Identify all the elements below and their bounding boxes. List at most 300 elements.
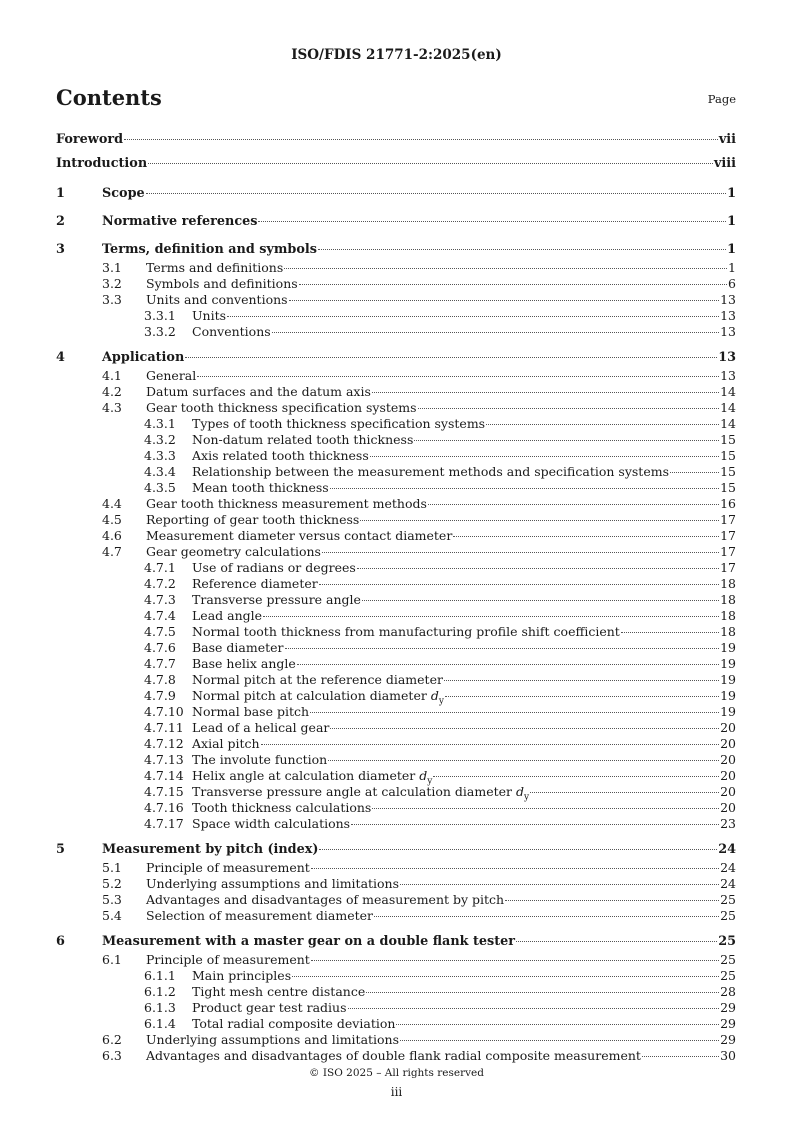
toc-entry-number: 5.3: [102, 892, 122, 907]
toc-entry-number: 1: [56, 186, 65, 201]
toc-entry-title: [192, 736, 260, 752]
toc-entry[interactable]: [56, 432, 736, 448]
toc-entry-title: [192, 984, 365, 1000]
toc-entry[interactable]: [56, 876, 736, 892]
toc-leader-dots: [311, 868, 719, 869]
toc-entry[interactable]: [56, 260, 736, 276]
toc-entry-title-text: Transverse pressure angle at calculation diameter: [192, 784, 516, 799]
toc-entry-title: [192, 308, 226, 324]
toc-entry-title: [102, 184, 145, 204]
toc-entry-page: 14: [720, 400, 736, 415]
toc-entry-title-text: Principle of measurement: [146, 952, 310, 967]
toc-leader-dots: [185, 357, 717, 358]
toc-entry-page: 20: [720, 784, 736, 799]
toc-entry-page: 18: [720, 592, 736, 607]
toc-entry[interactable]: [56, 952, 736, 968]
toc-entry-title: [146, 528, 452, 544]
toc-entry[interactable]: [56, 400, 736, 416]
toc-entry-number: 4.3.4: [144, 464, 176, 479]
toc-entry-page: 15: [720, 464, 736, 479]
toc-entry-number: 4.7.1: [144, 560, 176, 575]
table-of-contents: [56, 128, 736, 1064]
page-number: iii: [390, 1085, 403, 1099]
toc-entry-title: [192, 672, 443, 688]
toc-leader-dots: [263, 616, 719, 617]
toc-leader-dots: [444, 680, 719, 681]
toc-entry[interactable]: [56, 512, 736, 528]
toc-entry[interactable]: [56, 984, 736, 1000]
toc-entry-title: [192, 968, 291, 984]
toc-entry-title-text: Axial pitch: [192, 736, 260, 751]
toc-entry[interactable]: [56, 560, 736, 576]
toc-entry[interactable]: [56, 860, 736, 876]
toc-leader-dots: [146, 193, 726, 194]
toc-entry-number: 4.5: [102, 512, 122, 527]
toc-entry-title: [192, 480, 329, 496]
toc-entry-title: [192, 448, 369, 464]
toc-entry-page: 19: [720, 688, 736, 703]
toc-entry-page: 18: [720, 608, 736, 623]
toc-entry-title: [146, 496, 427, 512]
toc-leader-dots: [372, 392, 719, 393]
toc-entry-page: 25: [720, 908, 736, 923]
toc-entry-page: 1: [727, 214, 736, 229]
toc-entry-number: 4.3.3: [144, 448, 176, 463]
toc-entry[interactable]: [56, 576, 736, 592]
toc-entry-page: 29: [720, 1016, 736, 1031]
toc-entry-title-text: Tooth thickness calculations: [192, 800, 372, 815]
toc-entry-number: 6.2: [102, 1032, 122, 1047]
toc-entry-page: 1: [727, 186, 736, 201]
toc-leader-dots: [297, 664, 719, 665]
toc-entry[interactable]: [56, 624, 736, 640]
toc-entry-page: 13: [720, 308, 736, 323]
toc-leader-dots: [124, 139, 718, 140]
toc-entry-title: [56, 128, 123, 152]
copyright-footer: © ISO 2025 – All rights reserved: [309, 1067, 484, 1079]
toc-entry-title: [146, 260, 283, 276]
toc-leader-dots: [433, 776, 719, 777]
toc-entry[interactable]: [56, 368, 736, 384]
toc-entry-symbol: d: [515, 784, 524, 799]
toc-entry-title: [192, 1000, 347, 1016]
toc-entry[interactable]: [56, 720, 736, 736]
toc-entry-title-text: Helix angle at calculation diameter: [192, 768, 420, 783]
toc-entry-title-text: Advantages and disadvantages of measurement by pitch: [146, 892, 505, 907]
toc-entry-number: 6.1.4: [144, 1016, 176, 1031]
toc-leader-dots: [621, 632, 719, 633]
toc-entry[interactable]: [56, 212, 736, 232]
toc-entry-page: 13: [720, 292, 736, 307]
toc-leader-dots: [366, 992, 719, 993]
toc-entry-title-text: Measurement with a master gear on a double flank tester: [102, 934, 516, 949]
toc-entry-title-text: Symbols and definitions: [146, 276, 298, 291]
toc-entry-number: 4.7.16: [144, 800, 184, 815]
toc-entry-title-text: Product gear test radius: [192, 1000, 347, 1015]
toc-leader-dots: [396, 1024, 719, 1025]
toc-entry[interactable]: [56, 968, 736, 984]
toc-entry-number: 6.1.1: [144, 968, 176, 983]
toc-entry-number: 3.3: [102, 292, 122, 307]
toc-entry-title-text: Relationship between the measurement methods and specification systems: [192, 464, 669, 479]
toc-entry-title: [102, 840, 318, 860]
toc-entry-page: 20: [720, 752, 736, 767]
toc-entry-number: 4.3.2: [144, 432, 176, 447]
toc-leader-dots: [486, 424, 719, 425]
toc-entry[interactable]: [56, 784, 736, 803]
toc-entry-number: 4.7.10: [144, 704, 184, 719]
toc-entry-number: 4.3: [102, 400, 122, 415]
toc-entry-title-text: Measurement by pitch (index): [102, 842, 319, 857]
toc-entry-title-text: Units: [192, 308, 227, 323]
toc-entry-number: 4.1: [102, 368, 122, 383]
toc-entry-title: [146, 292, 288, 308]
toc-entry-title-text: Gear geometry calculations: [146, 544, 321, 559]
toc-entry[interactable]: [56, 892, 736, 908]
toc-leader-dots: [530, 792, 719, 793]
toc-entry[interactable]: [56, 480, 736, 496]
toc-entry-number: 5.4: [102, 908, 122, 923]
toc-entry-page: 25: [720, 892, 736, 907]
toc-entry[interactable]: [56, 1048, 736, 1064]
toc-entry[interactable]: [56, 184, 736, 204]
toc-entry-page: 20: [720, 720, 736, 735]
toc-entry-number: 4.7.7: [144, 656, 176, 671]
toc-entry-title: [192, 800, 371, 816]
toc-entry[interactable]: [56, 544, 736, 560]
toc-entry-page: 19: [720, 640, 736, 655]
toc-entry-number: 6.1.3: [144, 1000, 176, 1015]
toc-entry-title-text: Base diameter: [192, 640, 284, 655]
toc-leader-dots: [148, 163, 713, 164]
toc-leader-dots: [400, 884, 719, 885]
toc-leader-dots: [351, 824, 719, 825]
toc-leader-dots: [310, 712, 719, 713]
toc-entry-page: 15: [720, 480, 736, 495]
toc-entry-title-text: Foreword: [56, 132, 124, 147]
toc-entry-number: 4.3.1: [144, 416, 176, 431]
toc-entry-number: 4.7.3: [144, 592, 176, 607]
toc-entry-page: 19: [720, 672, 736, 687]
toc-entry-page: 20: [720, 768, 736, 783]
toc-entry-page: 20: [720, 736, 736, 751]
toc-entry-title: [192, 752, 327, 768]
toc-entry[interactable]: [56, 672, 736, 688]
toc-leader-dots: [284, 268, 727, 269]
toc-entry-title: [146, 1048, 641, 1064]
toc-entry-number: 6.1.2: [144, 984, 176, 999]
toc-entry-page: 29: [720, 1032, 736, 1047]
toc-leader-dots: [445, 696, 719, 697]
toc-entry-title-text: Introduction: [56, 156, 148, 171]
toc-entry-number: 5: [56, 842, 65, 857]
toc-entry[interactable]: [56, 308, 736, 324]
toc-entry-page: 18: [720, 624, 736, 639]
toc-entry-page: viii: [713, 156, 736, 171]
toc-leader-dots: [357, 568, 719, 569]
toc-entry-title-text: Tight mesh centre distance: [192, 984, 366, 999]
toc-entry-symbol-subscript: y: [438, 696, 444, 707]
toc-leader-dots: [319, 584, 719, 585]
toc-entry-title-text: Reporting of gear tooth thickness: [146, 512, 360, 527]
toc-entry-number: 4.7: [102, 544, 122, 559]
toc-entry-page: 25: [720, 968, 736, 983]
toc-entry-page: 19: [720, 656, 736, 671]
toc-entry-symbol-subscript: y: [427, 776, 433, 787]
toc-entry-page: 14: [720, 384, 736, 399]
toc-entry-page: 13: [720, 368, 736, 383]
toc-entry-number: 3: [56, 242, 65, 257]
toc-entry[interactable]: [56, 528, 736, 544]
toc-entry-title-text: Reference diameter: [192, 576, 318, 591]
toc-entry-title: [146, 384, 371, 400]
toc-entry-page: 18: [720, 576, 736, 591]
toc-entry-page: 24: [718, 842, 736, 857]
toc-entry-number: 4.7.9: [144, 688, 176, 703]
toc-entry-number: 3.2: [102, 276, 122, 291]
toc-entry-title: [146, 1032, 399, 1048]
toc-entry-page: 1: [728, 260, 736, 275]
toc-entry-title-text: Units and conventions: [146, 292, 288, 307]
toc-entry-page: 24: [720, 860, 736, 875]
toc-leader-dots: [318, 249, 726, 250]
toc-leader-dots: [400, 1040, 719, 1041]
toc-entry[interactable]: [56, 752, 736, 768]
toc-entry-title-text: Use of radians or degrees: [192, 560, 356, 575]
toc-entry-title: [192, 608, 262, 624]
toc-entry-title-text: Mean tooth thickness: [192, 480, 329, 495]
toc-entry-page: 17: [720, 544, 736, 559]
document-header: ISO/FDIS 21771-2:2025(en): [291, 47, 502, 63]
toc-entry[interactable]: [56, 1032, 736, 1048]
toc-entry-page: 17: [720, 560, 736, 575]
toc-entry-title-text: The involute function: [192, 752, 328, 767]
toc-entry-number: 4.7.14: [144, 768, 184, 783]
toc-entry-page: 25: [718, 934, 736, 949]
toc-entry[interactable]: [56, 240, 736, 260]
toc-entry-title: [192, 720, 329, 736]
toc-entry[interactable]: [56, 324, 736, 340]
toc-entry-title: [192, 816, 350, 832]
toc-entry-title: [146, 512, 359, 528]
toc-entry-page: 13: [718, 350, 736, 365]
toc-entry-number: 2: [56, 214, 65, 229]
toc-entry-title: [102, 240, 317, 260]
toc-entry[interactable]: [56, 292, 736, 308]
toc-entry-symbol-subscript: y: [523, 792, 530, 803]
toc-entry-page: 23: [720, 816, 736, 831]
toc-entry-number: 4.7.13: [144, 752, 184, 767]
toc-entry-title-text: Application: [102, 350, 185, 365]
toc-entry[interactable]: [56, 496, 736, 512]
toc-entry-title: [192, 464, 669, 480]
toc-entry-number: 4.4: [102, 496, 122, 511]
toc-entry-title-text: Types of tooth thickness specification systems: [192, 416, 486, 431]
toc-entry-symbol: d: [419, 768, 428, 783]
toc-entry[interactable]: [56, 128, 736, 152]
toc-leader-dots: [370, 456, 719, 457]
toc-entry-page: 17: [720, 528, 736, 543]
toc-leader-dots: [328, 760, 719, 761]
toc-entry-title-text: Underlying assumptions and limitations: [146, 1032, 400, 1047]
toc-entry-title-text: Gear tooth thickness measurement methods: [146, 496, 427, 511]
toc-entry-number: 4.7.4: [144, 608, 176, 623]
toc-entry-title-text: Lead angle: [192, 608, 263, 623]
toc-entry[interactable]: [56, 908, 736, 924]
toc-leader-dots: [374, 916, 719, 917]
toc-entry-page: 14: [720, 416, 736, 431]
toc-entry-number: 4.7.15: [144, 784, 184, 799]
toc-entry-title: [146, 908, 373, 924]
toc-entry-title: [192, 324, 271, 340]
toc-entry[interactable]: [56, 348, 736, 368]
toc-leader-dots: [330, 728, 719, 729]
toc-entry-title-text: Main principles: [192, 968, 292, 983]
toc-leader-dots: [272, 332, 719, 333]
toc-entry-number: 4.3.5: [144, 480, 176, 495]
toc-entry-title-text: Axis related tooth thickness: [192, 448, 369, 463]
toc-entry-title-text: Datum surfaces and the datum axis: [146, 384, 371, 399]
toc-entry-title: [146, 892, 504, 908]
toc-entry[interactable]: [56, 932, 736, 952]
toc-leader-dots: [197, 376, 719, 377]
toc-entry-page: 20: [720, 800, 736, 815]
toc-entry-number: 3.3.1: [144, 308, 176, 323]
toc-entry-page: 30: [720, 1048, 736, 1063]
toc-entry-number: 4.6: [102, 528, 122, 543]
toc-entry[interactable]: [56, 816, 736, 832]
toc-leader-dots: [261, 744, 720, 745]
toc-entry[interactable]: [56, 840, 736, 860]
toc-leader-dots: [362, 600, 719, 601]
toc-entry-number: 6: [56, 934, 65, 949]
toc-entry-page: 25: [720, 952, 736, 967]
toc-entry-title-text: Gear tooth thickness specification systems: [146, 400, 417, 415]
toc-entry-title: [192, 432, 413, 448]
toc-leader-dots: [505, 900, 719, 901]
toc-entry-title-text: Total radial composite deviation: [192, 1016, 396, 1031]
toc-entry[interactable]: [56, 608, 736, 624]
toc-entry-title: [192, 576, 318, 592]
toc-entry-title: [56, 152, 147, 176]
toc-entry-page: 13: [720, 324, 736, 339]
toc-entry-title-text: Terms and definitions: [146, 260, 284, 275]
toc-entry-page: 16: [720, 496, 736, 511]
toc-leader-dots: [289, 300, 720, 301]
toc-entry-title: [102, 348, 184, 368]
toc-entry-title: [146, 276, 298, 292]
toc-leader-dots: [428, 504, 719, 505]
toc-entry[interactable]: [56, 640, 736, 656]
toc-entry-title: [192, 416, 485, 432]
toc-entry-number: 4.7.2: [144, 576, 176, 591]
toc-entry[interactable]: [56, 1016, 736, 1032]
toc-entry[interactable]: [56, 448, 736, 464]
toc-entry-title: [146, 860, 310, 876]
toc-entry-title: [192, 704, 309, 720]
toc-leader-dots: [348, 1008, 720, 1009]
toc-entry-number: 4.7.17: [144, 816, 184, 831]
toc-entry-number: 3.1: [102, 260, 122, 275]
toc-entry[interactable]: [56, 768, 736, 787]
toc-leader-dots: [670, 472, 719, 473]
toc-leader-dots: [516, 941, 717, 942]
toc-leader-dots: [642, 1056, 719, 1057]
toc-entry-number: 6.1: [102, 952, 122, 967]
toc-entry-title-text: Base helix angle: [192, 656, 296, 671]
toc-entry-title-text: Normal pitch at calculation diameter: [192, 688, 431, 703]
toc-entry-number: 4.7.12: [144, 736, 184, 751]
toc-leader-dots: [330, 488, 719, 489]
toc-entry-title-text: Non-datum related tooth thickness: [192, 432, 414, 447]
toc-entry-page: 1: [727, 242, 736, 257]
toc-entry-page: 29: [720, 1000, 736, 1015]
toc-entry[interactable]: [56, 1000, 736, 1016]
toc-entry[interactable]: [56, 152, 736, 176]
toc-leader-dots: [414, 440, 719, 441]
toc-entry[interactable]: [56, 736, 736, 752]
toc-entry-number: 4.7.11: [144, 720, 184, 735]
toc-entry-page: 19: [720, 704, 736, 719]
toc-entry-title: [146, 952, 310, 968]
toc-leader-dots: [319, 849, 717, 850]
toc-entry[interactable]: [56, 592, 736, 608]
toc-entry-title-text: Normal tooth thickness from manufacturing profile shift coefficient: [192, 624, 620, 639]
toc-entry-number: 6.3: [102, 1048, 122, 1063]
toc-entry-title: [146, 368, 196, 384]
page-column-label: Page: [707, 92, 736, 106]
toc-entry-title-text: Conventions: [192, 324, 271, 339]
toc-entry-page: 17: [720, 512, 736, 527]
toc-entry-title-text: Underlying assumptions and limitations: [146, 876, 400, 891]
toc-entry-title-text: General: [146, 368, 197, 383]
toc-leader-dots: [299, 284, 727, 285]
toc-entry-title: [192, 1016, 395, 1032]
toc-entry-symbol: d: [430, 688, 439, 703]
toc-entry-title-text: Lead of a helical gear: [192, 720, 330, 735]
toc-entry-number: 4: [56, 350, 65, 365]
toc-entry-title: [146, 400, 417, 416]
toc-leader-dots: [360, 520, 719, 521]
toc-entry-title: [192, 560, 356, 576]
toc-entry-title-text: Normal pitch at the reference diameter: [192, 672, 443, 687]
toc-entry-title: [192, 640, 284, 656]
toc-entry[interactable]: [56, 688, 736, 707]
toc-entry-number: 4.2: [102, 384, 122, 399]
toc-entry-number: 5.1: [102, 860, 122, 875]
toc-entry[interactable]: [56, 464, 736, 480]
toc-leader-dots: [292, 976, 719, 977]
toc-entry-title: [146, 876, 399, 892]
toc-entry[interactable]: [56, 276, 736, 292]
toc-entry[interactable]: [56, 416, 736, 432]
toc-entry-page: 15: [720, 432, 736, 447]
toc-entry-title-text: Normative references: [102, 214, 258, 229]
toc-leader-dots: [285, 648, 720, 649]
toc-entry-title-text: Principle of measurement: [146, 860, 310, 875]
toc-entry-title: [192, 656, 296, 672]
toc-entry-number: 3.3.2: [144, 324, 176, 339]
toc-entry-page: 6: [728, 276, 736, 291]
toc-leader-dots: [372, 808, 719, 809]
toc-entry[interactable]: [56, 384, 736, 400]
toc-leader-dots: [453, 536, 719, 537]
contents-heading: Contents: [56, 85, 162, 110]
toc-leader-dots: [311, 960, 719, 961]
toc-entry[interactable]: [56, 656, 736, 672]
toc-entry-title-text: Advantages and disadvantages of double flank radial composite measurement: [146, 1048, 641, 1063]
toc-entry-title-text: Transverse pressure angle: [192, 592, 361, 607]
